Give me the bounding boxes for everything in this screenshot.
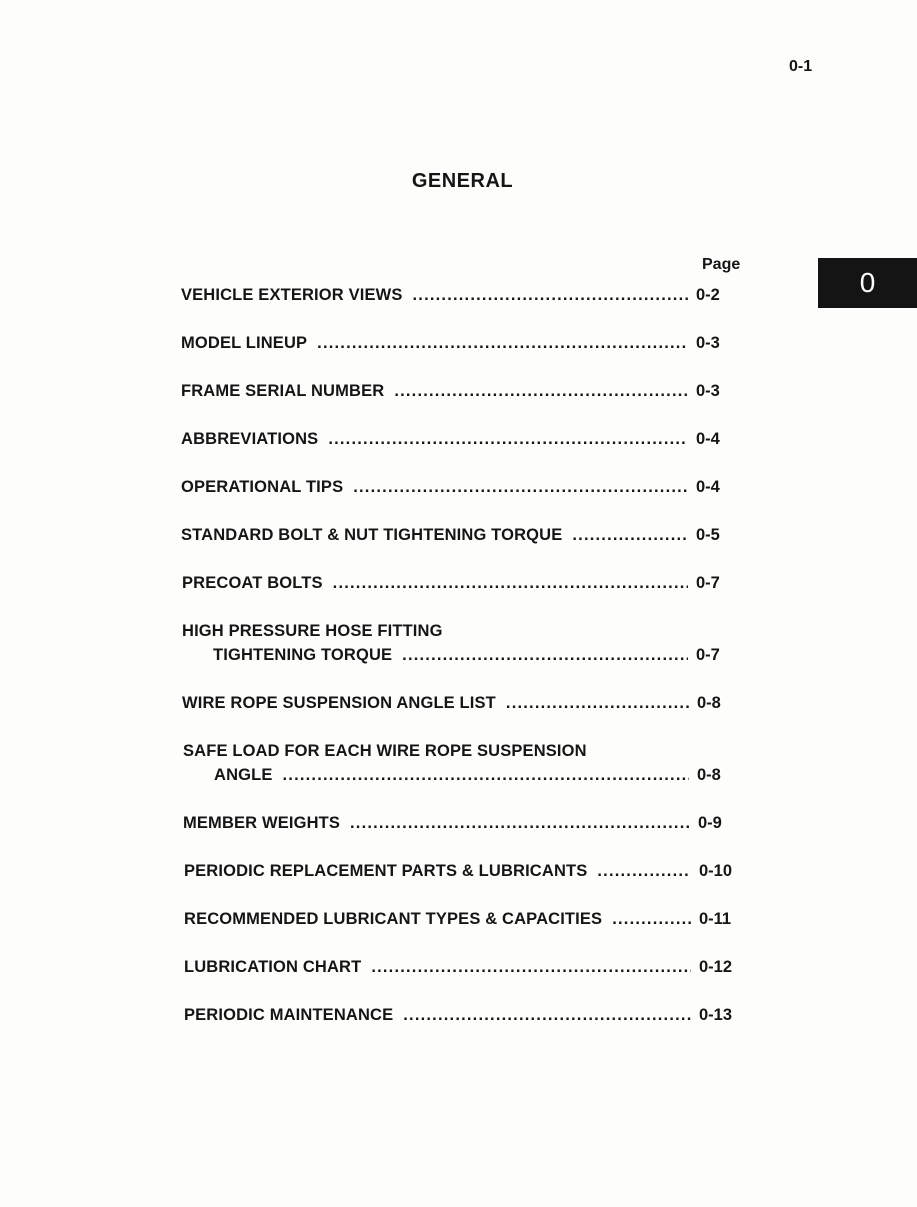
toc-entry-page: 0-7 bbox=[696, 574, 720, 592]
toc-entry-page: 0-7 bbox=[696, 646, 720, 664]
toc-leader-dots bbox=[350, 814, 690, 833]
toc-leader-dots bbox=[597, 862, 691, 881]
toc-entry[interactable] bbox=[184, 862, 743, 881]
toc-entry-page: 0-3 bbox=[696, 382, 720, 400]
toc-entry-page: 0-10 bbox=[699, 862, 733, 880]
toc-entry-label-continued: ANGLE bbox=[214, 766, 273, 784]
toc-leader-dots bbox=[371, 958, 691, 977]
toc-entry-page: 0-11 bbox=[699, 910, 732, 928]
toc-entry-page: 0-2 bbox=[696, 286, 720, 304]
toc-leader-dots bbox=[317, 334, 688, 353]
toc-entry-label: VEHICLE EXTERIOR VIEWS bbox=[181, 286, 403, 304]
toc-leader-dots bbox=[413, 286, 689, 305]
toc-entry-label: WIRE ROPE SUSPENSION ANGLE LIST bbox=[182, 694, 496, 712]
toc-entry[interactable] bbox=[181, 478, 740, 497]
toc-entry-label: PERIODIC REPLACEMENT PARTS & LUBRICANTS bbox=[184, 862, 588, 880]
toc-entry-label: STANDARD BOLT & NUT TIGHTENING TORQUE bbox=[181, 526, 563, 544]
toc-entry-label: PRECOAT BOLTS bbox=[182, 574, 323, 592]
toc-entry-label: MEMBER WEIGHTS bbox=[183, 814, 341, 832]
toc-entry[interactable] bbox=[182, 694, 741, 713]
toc-entry-page: 0-12 bbox=[699, 958, 733, 976]
toc-entry-page: 0-4 bbox=[696, 430, 720, 448]
toc-entry-label: MODEL LINEUP bbox=[181, 334, 308, 352]
toc-leader-dots bbox=[328, 430, 688, 449]
toc-entry-label: OPERATIONAL TIPS bbox=[181, 478, 344, 496]
toc-entry[interactable] bbox=[181, 286, 740, 305]
toc-leader-dots bbox=[612, 910, 691, 929]
toc-entry[interactable] bbox=[181, 526, 740, 545]
toc-entry[interactable] bbox=[181, 382, 740, 401]
toc-entry-label: ABBREVIATIONS bbox=[181, 430, 319, 448]
toc-leader-dots bbox=[402, 646, 688, 665]
toc-entry[interactable] bbox=[181, 430, 740, 449]
toc-entry-label: HIGH PRESSURE HOSE FITTING bbox=[182, 622, 443, 640]
page-column-label: Page bbox=[702, 256, 741, 273]
toc-entry-label: PERIODIC MAINTENANCE bbox=[184, 1006, 394, 1024]
toc-leader-dots bbox=[333, 574, 688, 593]
toc-entry-first-line[interactable] bbox=[182, 622, 443, 641]
toc-entry-page: 0-3 bbox=[696, 334, 720, 352]
toc-entry[interactable] bbox=[181, 334, 740, 353]
toc-entry[interactable] bbox=[184, 1006, 743, 1025]
toc-entry-label: RECOMMENDED LUBRICANT TYPES & CAPACITIES bbox=[184, 910, 603, 928]
toc-entry-page: 0-8 bbox=[697, 694, 721, 712]
section-tab: 0 bbox=[818, 258, 917, 308]
toc-leader-dots bbox=[283, 766, 690, 785]
toc-entry-page: 0-5 bbox=[696, 526, 720, 544]
toc-entry-page: 0-4 bbox=[696, 478, 720, 496]
toc-entry-label-continued: TIGHTENING TORQUE bbox=[213, 646, 393, 664]
toc-leader-dots bbox=[506, 694, 689, 713]
toc-leader-dots bbox=[572, 526, 688, 545]
toc-leader-dots bbox=[394, 382, 688, 401]
toc-leader-dots bbox=[403, 1006, 691, 1025]
toc-entry[interactable] bbox=[183, 814, 742, 833]
toc-entry-page: 0-9 bbox=[698, 814, 722, 832]
toc-entry-label: SAFE LOAD FOR EACH WIRE ROPE SUSPENSION bbox=[183, 742, 587, 760]
toc-entry-page: 0-13 bbox=[699, 1006, 733, 1024]
toc-entry-label: FRAME SERIAL NUMBER bbox=[181, 382, 385, 400]
page-number: 0-1 bbox=[789, 58, 813, 75]
toc-entry[interactable] bbox=[184, 910, 743, 929]
toc-entry-label: LUBRICATION CHART bbox=[184, 958, 362, 976]
toc-entry-first-line[interactable] bbox=[183, 742, 587, 761]
toc-entry[interactable] bbox=[184, 958, 743, 977]
toc-entry-page: 0-8 bbox=[697, 766, 721, 784]
toc-leader-dots bbox=[353, 478, 688, 497]
toc-entry[interactable] bbox=[214, 766, 741, 785]
page-title: GENERAL bbox=[411, 170, 514, 192]
toc-entry[interactable] bbox=[182, 574, 740, 593]
toc-entry[interactable] bbox=[213, 646, 740, 665]
